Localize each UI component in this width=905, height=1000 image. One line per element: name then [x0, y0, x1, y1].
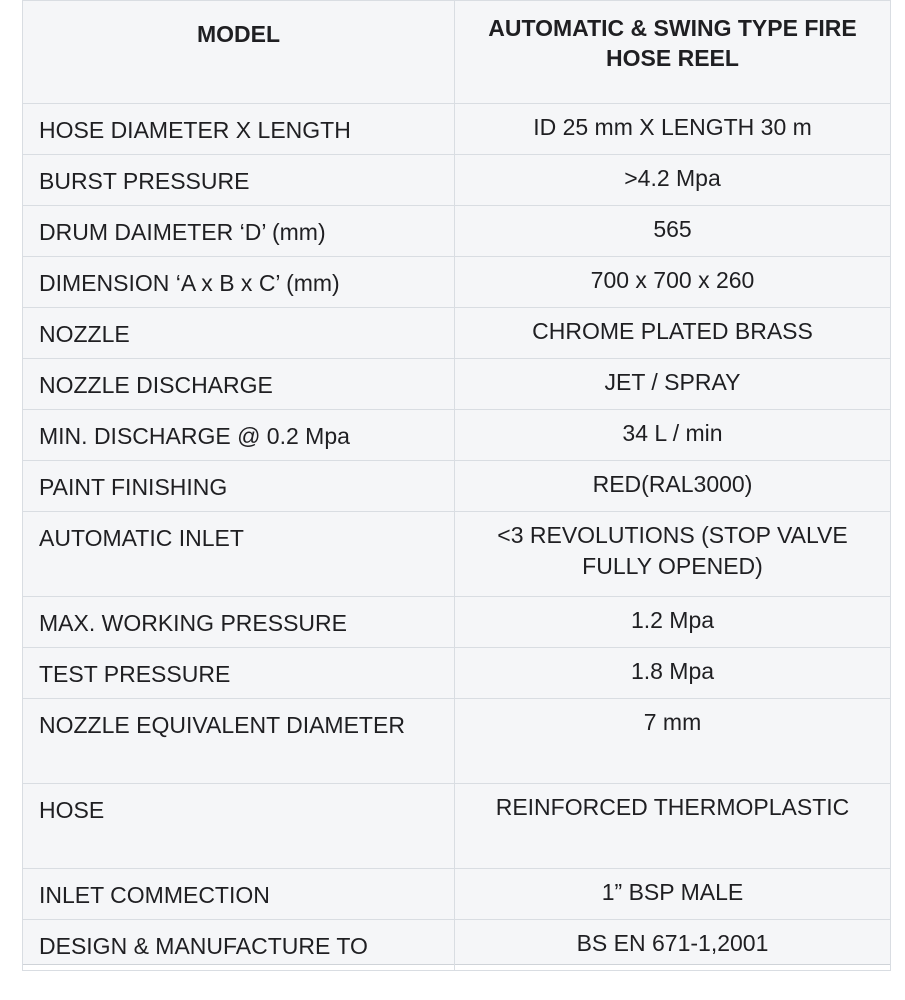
row-label: DIMENSION ‘A x B x C’ (mm)	[23, 257, 455, 308]
row-value: 1” BSP MALE	[455, 869, 891, 920]
row-label: HOSE	[23, 784, 455, 869]
table-row	[23, 869, 891, 920]
row-label: MAX. WORKING PRESSURE	[23, 597, 455, 648]
row-label: PAINT FINISHING	[23, 461, 455, 512]
row-value: 700 x 700 x 260	[455, 257, 891, 308]
row-value: CHROME PLATED BRASS	[455, 308, 891, 359]
row-label: DRUM DAIMETER ‘D’ (mm)	[23, 206, 455, 257]
table-row	[23, 410, 891, 461]
table-row	[23, 206, 891, 257]
table-row	[23, 597, 891, 648]
table-row	[23, 512, 891, 597]
row-value: BS EN 671-1,2001	[455, 920, 891, 971]
row-value: ID 25 mm X LENGTH 30 m	[455, 104, 891, 155]
row-value: JET / SPRAY	[455, 359, 891, 410]
table-row	[23, 461, 891, 512]
row-value: 1.8 Mpa	[455, 648, 891, 699]
row-label: HOSE DIAMETER X LENGTH	[23, 104, 455, 155]
row-value: REINFORCED THERMOPLASTIC	[455, 784, 891, 869]
table-row	[23, 104, 891, 155]
row-value: >4.2 Mpa	[455, 155, 891, 206]
spec-table	[22, 0, 891, 971]
spec-sheet	[22, 0, 891, 965]
row-label: DESIGN & MANUFACTURE TO	[23, 920, 455, 971]
table-row	[23, 308, 891, 359]
row-value: 1.2 Mpa	[455, 597, 891, 648]
row-label: TEST PRESSURE	[23, 648, 455, 699]
row-label: NOZZLE EQUIVALENT DIAMETER	[23, 699, 455, 784]
row-value: 7 mm	[455, 699, 891, 784]
row-label: MIN. DISCHARGE @ 0.2 Mpa	[23, 410, 455, 461]
table-row	[23, 920, 891, 971]
table-row	[23, 155, 891, 206]
type-header: AUTOMATIC & SWING TYPE FIRE HOSE REEL	[455, 1, 891, 104]
row-label: NOZZLE DISCHARGE	[23, 359, 455, 410]
table-row	[23, 784, 891, 869]
row-value: 565	[455, 206, 891, 257]
model-header: MODEL	[23, 1, 455, 104]
row-label: AUTOMATIC INLET	[23, 512, 455, 597]
table-row	[23, 648, 891, 699]
header-row	[23, 1, 891, 104]
table-row	[23, 257, 891, 308]
row-label: NOZZLE	[23, 308, 455, 359]
row-label: BURST PRESSURE	[23, 155, 455, 206]
row-label: INLET COMMECTION	[23, 869, 455, 920]
row-value: <3 REVOLUTIONS (STOP VALVE FULLY OPENED)	[455, 512, 891, 597]
table-row	[23, 699, 891, 784]
row-value: 34 L / min	[455, 410, 891, 461]
row-value: RED(RAL3000)	[455, 461, 891, 512]
table-row	[23, 359, 891, 410]
